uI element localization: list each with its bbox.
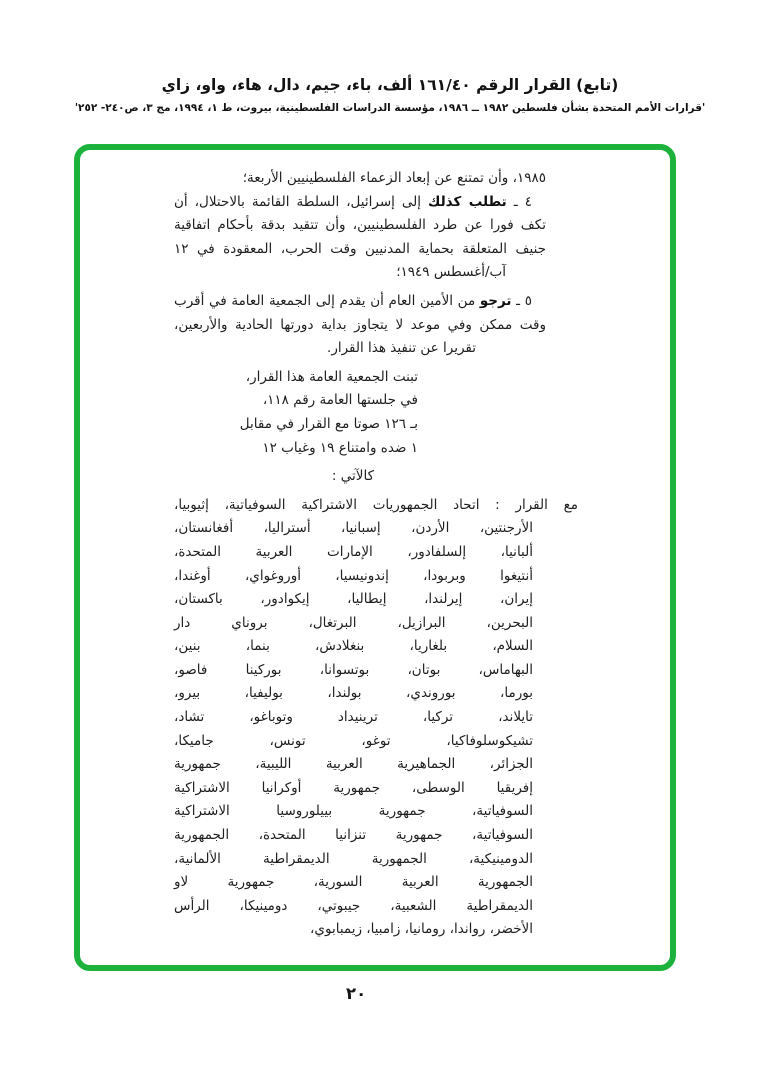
text-line: مع القرار : اتحاد الجمهوريات الاشتراكية السوفياتية، إثيوبيا، xyxy=(174,496,578,513)
operative-paragraph-4 xyxy=(174,167,546,285)
text-line: ٥ ـ ترجو من الأمين العام أن يقدم إلى الجمعية العامة في أقرب xyxy=(174,292,532,309)
text-line: ١٩٨٥، وأن تمتنع عن إبعاد الزعماء الفلسطينيين الأربعة؛ xyxy=(242,170,546,186)
text-line: تقريرا عن تنفيذ هذا القرار. xyxy=(327,340,476,357)
text-line: جنيف المتعلقة بحماية المدنيين وقت الحرب، المعقودة في ١٢ xyxy=(174,240,546,257)
operative-paragraph-5 xyxy=(174,290,546,361)
text-line: في جلستها العامة رقم ١١٨، xyxy=(262,392,418,409)
text-line: بـ ١٢٦ صوتا مع القرار في مقابل xyxy=(239,415,418,432)
text-line: الجمهورية العربية السورية، جمهورية لاو xyxy=(174,874,533,891)
text-line: البحرين، البرازيل، البرتغال، بروناي دار xyxy=(174,614,533,631)
resolution-title: (تابع) القرار الرقم ١٦١/٤٠ ألف، باء، جيم، دال، هاء، واو، زاي xyxy=(161,76,619,94)
text-line: البهاماس، بوتان، بوتسوانا، بوركينا فاصو، xyxy=(174,661,533,678)
text-line: وقت ممكن وفي موعد لا يتجاوز بداية دورتها الحادية والأربعين، xyxy=(174,316,546,333)
text-line: تكف فورا عن طرد الفلسطينيين، وأن تتقيد بدقة بأحكام اتفاقية xyxy=(174,217,546,234)
text-line: السوفياتية، جمهورية بييلوروسيا الاشتراكية xyxy=(174,803,533,820)
green-frame xyxy=(74,144,676,971)
text-line: آب/أغسطس ١٩٤٩؛ xyxy=(396,264,506,281)
text-line: بورما، بوروندي، بولندا، بوليفيا، بيرو، xyxy=(174,685,533,702)
text-line: الأرجنتين، الأردن، إسبانيا، أستراليا، أفغانستان، xyxy=(174,520,533,537)
text-line: تايلاند، تركيا، ترينيداد وتوباغو، تشاد، xyxy=(174,709,533,726)
text-line: إيران، إيرلندا، إيطاليا، إيكوادور، باكستان، xyxy=(174,591,533,608)
document-body xyxy=(174,167,578,942)
text-line: إفريقيا الوسطى، جمهورية أوكرانيا الاشتراكية xyxy=(174,779,533,796)
adoption-record xyxy=(174,366,418,460)
text-line: الجزائر، الجماهيرية العربية الليبية، جمهورية xyxy=(174,756,533,773)
text-line: ١ ضده وامتناع ١٩ وغياب ١٢ xyxy=(262,439,418,456)
text-line: أنتيغوا وبربودا، إندونيسيا، أوروغواي، أوغندا، xyxy=(174,567,533,584)
text-line: الديمقراطية الشعبية، جيبوتي، دومينيكا، الرأس xyxy=(174,897,533,914)
text-line: ٤ ـ تطلب كذلك إلى إسرائيل، السلطة القائمة بالاحتلال، أن xyxy=(174,193,532,210)
text-line: كالآتي : xyxy=(331,468,374,485)
page-header xyxy=(0,76,758,114)
text-line: الدومينيكية، الجمهورية الديمقراطية الألمانية، xyxy=(174,850,533,867)
text-line: السوفياتية، جمهورية تنزانيا المتحدة، الجمهورية xyxy=(174,827,533,844)
page-number: ٢٠ xyxy=(346,984,367,1003)
text-line: الأخضر، رواندا، رومانيا، زامبيا، زيمبابوي، xyxy=(310,921,533,938)
text-line: تبنت الجمعية العامة هذا القرار، xyxy=(245,368,418,385)
text-line: تشيكوسلوفاكيا، توغو، تونس، جاميكا، xyxy=(174,732,533,749)
text-line: السلام، بلغاريا، بنغلادش، بنما، بنين، xyxy=(174,638,533,655)
source-citation: 'قرارات الأمم المتحدة بشأن فلسطين ١٩٨٢ ــ ١٩٨٦، مؤسسة الدراسات الفلسطينية، بيروت، ط ١، ١٩٩٤، مج ٣، ص٢٤٠- ٢٥٢' xyxy=(74,102,706,114)
vote-for-list xyxy=(174,494,578,942)
adoption-record-colon xyxy=(174,465,374,489)
text-line: ألبانيا، إلسلفادور، الإمارات العربية المتحدة، xyxy=(174,543,533,560)
